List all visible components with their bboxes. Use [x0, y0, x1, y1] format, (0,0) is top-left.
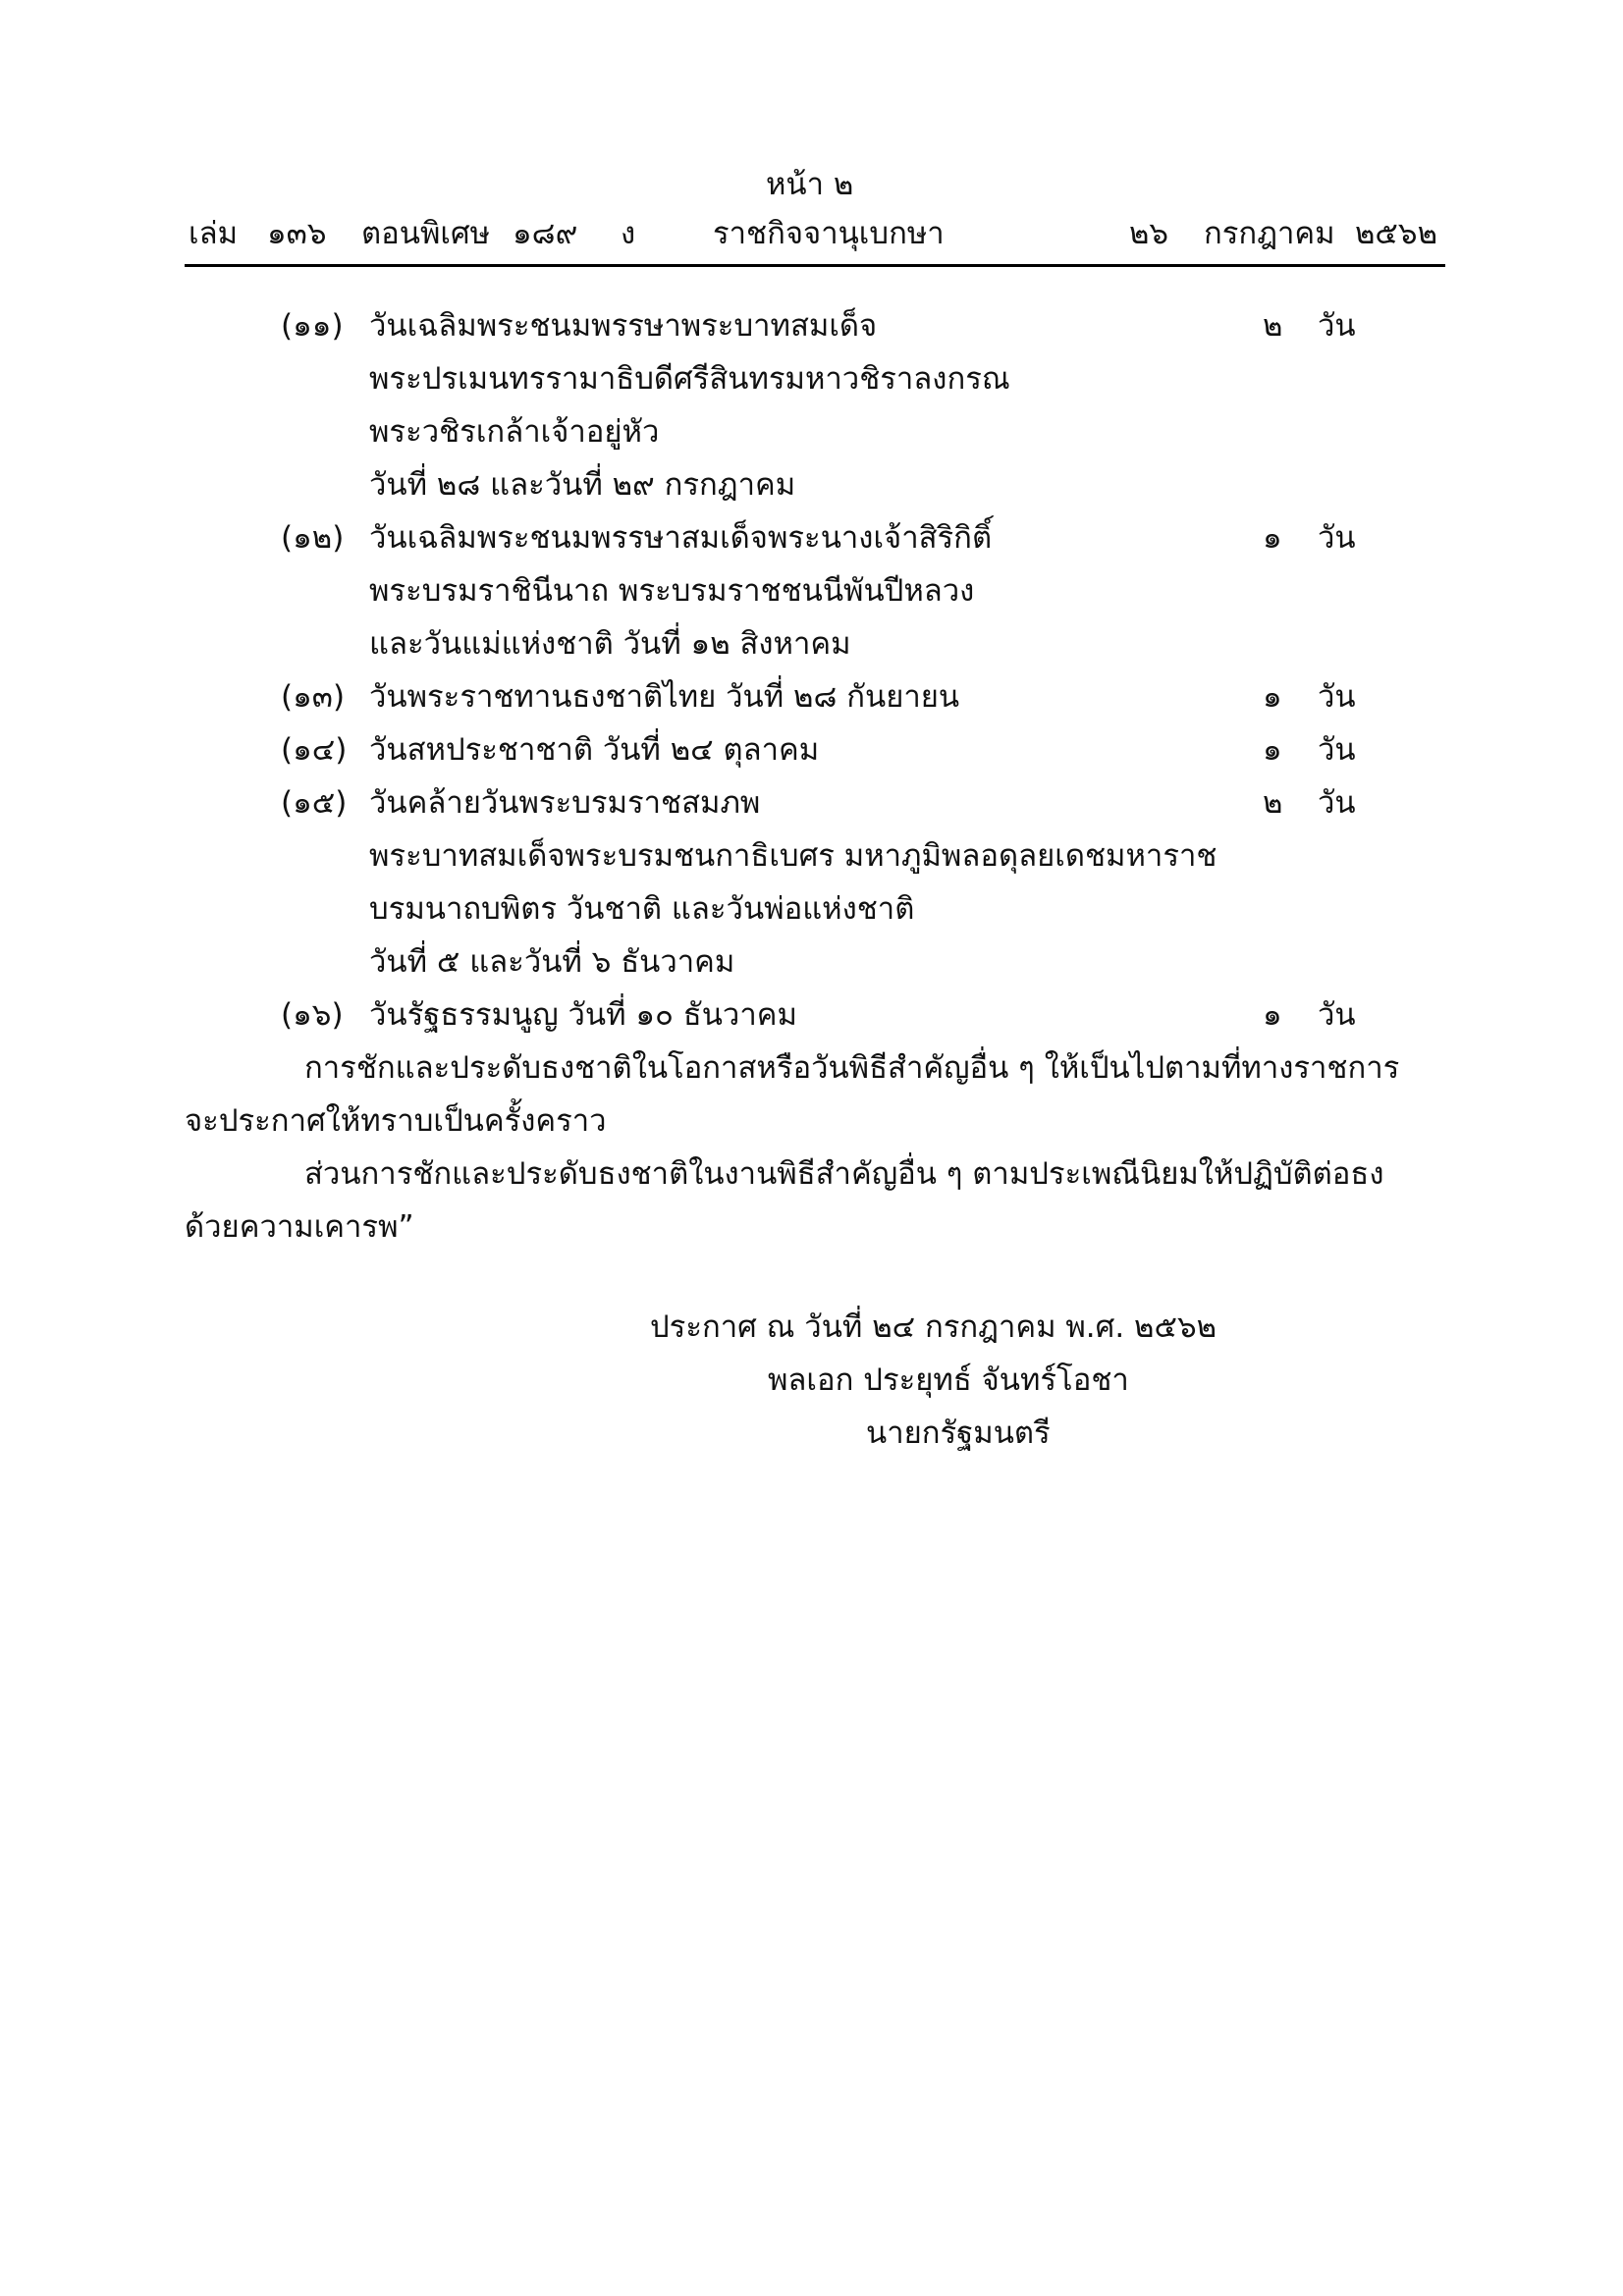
item-number: (๑๖): [281, 997, 344, 1033]
item-days: ๒: [1263, 308, 1283, 344]
item-unit: วัน: [1318, 785, 1356, 821]
item-line: วันสหประชาชาติ วันที่ ๒๔ ตุลาคม: [369, 732, 820, 768]
item-days: ๑: [1263, 520, 1282, 556]
item-line: พระปรเมนทรรามาธิบดีศรีสินทรมหาวชิราลงกรณ: [369, 361, 1010, 397]
item-number: (๑๒): [281, 520, 345, 556]
paragraph-line: จะประกาศให้ทราบเป็นครั้งคราว: [185, 1103, 607, 1139]
item-line: พระบาทสมเด็จพระบรมชนกาธิเบศร มหาภูมิพลอดุลยเดชมหาราช: [369, 838, 1217, 874]
item-line: วันคล้ายวันพระบรมราชสมภพ: [369, 785, 761, 821]
issue-section: ง: [621, 216, 636, 251]
header-date-year: ๒๕๖๒: [1355, 216, 1438, 251]
volume-number: ๑๓๖: [267, 216, 327, 251]
item-number: (๑๕): [281, 785, 348, 821]
announcement-date: ประกาศ ณ วันที่ ๒๔ กรกฎาคม พ.ศ. ๒๕๖๒: [650, 1309, 1217, 1345]
item-number: (๑๑): [281, 308, 344, 344]
volume-label: เล่ม: [189, 216, 239, 251]
item-line: วันเฉลิมพระชนมพรรษาสมเด็จพระนางเจ้าสิริกิติ์: [369, 520, 993, 556]
item-line: พระบรมราชินีนาถ พระบรมราชชนนีพันปีหลวง: [369, 573, 975, 609]
item-number: (๑๔): [281, 732, 348, 768]
item-days: ๑: [1263, 997, 1282, 1033]
item-line: วันที่ ๕ และวันที่ ๖ ธันวาคม: [369, 944, 735, 980]
item-days: ๑: [1263, 679, 1282, 715]
item-line: บรมนาถบพิตร วันชาติ และวันพ่อแห่งชาติ: [369, 891, 915, 927]
paragraph-line: ส่วนการชักและประดับธงชาติในงานพิธีสำคัญอื่น ๆ ตามประเพณีนิยมให้ปฏิบัติต่อธง: [304, 1156, 1384, 1192]
issue-label: ตอนพิเศษ: [361, 216, 491, 251]
item-unit: วัน: [1318, 520, 1356, 556]
header-date-day: ๒๖: [1129, 216, 1169, 251]
header-date-month: กรกฎาคม: [1204, 216, 1335, 251]
issue-number: ๑๘๙: [513, 216, 578, 251]
item-line: พระวชิรเกล้าเจ้าอยู่หัว: [369, 414, 660, 450]
signatory-name: พลเอก ประยุทธ์ จันทร์โอชา: [768, 1362, 1129, 1398]
gazette-name: ราชกิจจานุเบกษา: [713, 216, 945, 251]
page-number: หน้า ๒: [766, 167, 854, 202]
item-unit: วัน: [1318, 679, 1356, 715]
item-days: ๒: [1263, 785, 1283, 821]
item-unit: วัน: [1318, 997, 1356, 1033]
item-line: วันรัฐธรรมนูญ วันที่ ๑๐ ธันวาคม: [369, 997, 797, 1033]
paragraph-line: ด้วยความเคารพ”: [185, 1209, 414, 1245]
signatory-position: นายกรัฐมนตรี: [866, 1415, 1051, 1451]
header-divider: [185, 264, 1445, 267]
item-unit: วัน: [1318, 732, 1356, 768]
item-number: (๑๓): [281, 679, 346, 715]
item-line: วันที่ ๒๘ และวันที่ ๒๙ กรกฎาคม: [369, 467, 796, 503]
item-unit: วัน: [1318, 308, 1356, 344]
item-days: ๑: [1263, 732, 1282, 768]
item-line: วันพระราชทานธงชาติไทย วันที่ ๒๘ กันยายน: [369, 679, 960, 715]
item-line: และวันแม่แห่งชาติ วันที่ ๑๒ สิงหาคม: [369, 626, 851, 662]
item-line: วันเฉลิมพระชนมพรรษาพระบาทสมเด็จ: [369, 308, 878, 344]
paragraph-line: การชักและประดับธงชาติในโอกาสหรือวันพิธีสำคัญอื่น ๆ ให้เป็นไปตามที่ทางราชการ: [304, 1050, 1400, 1086]
